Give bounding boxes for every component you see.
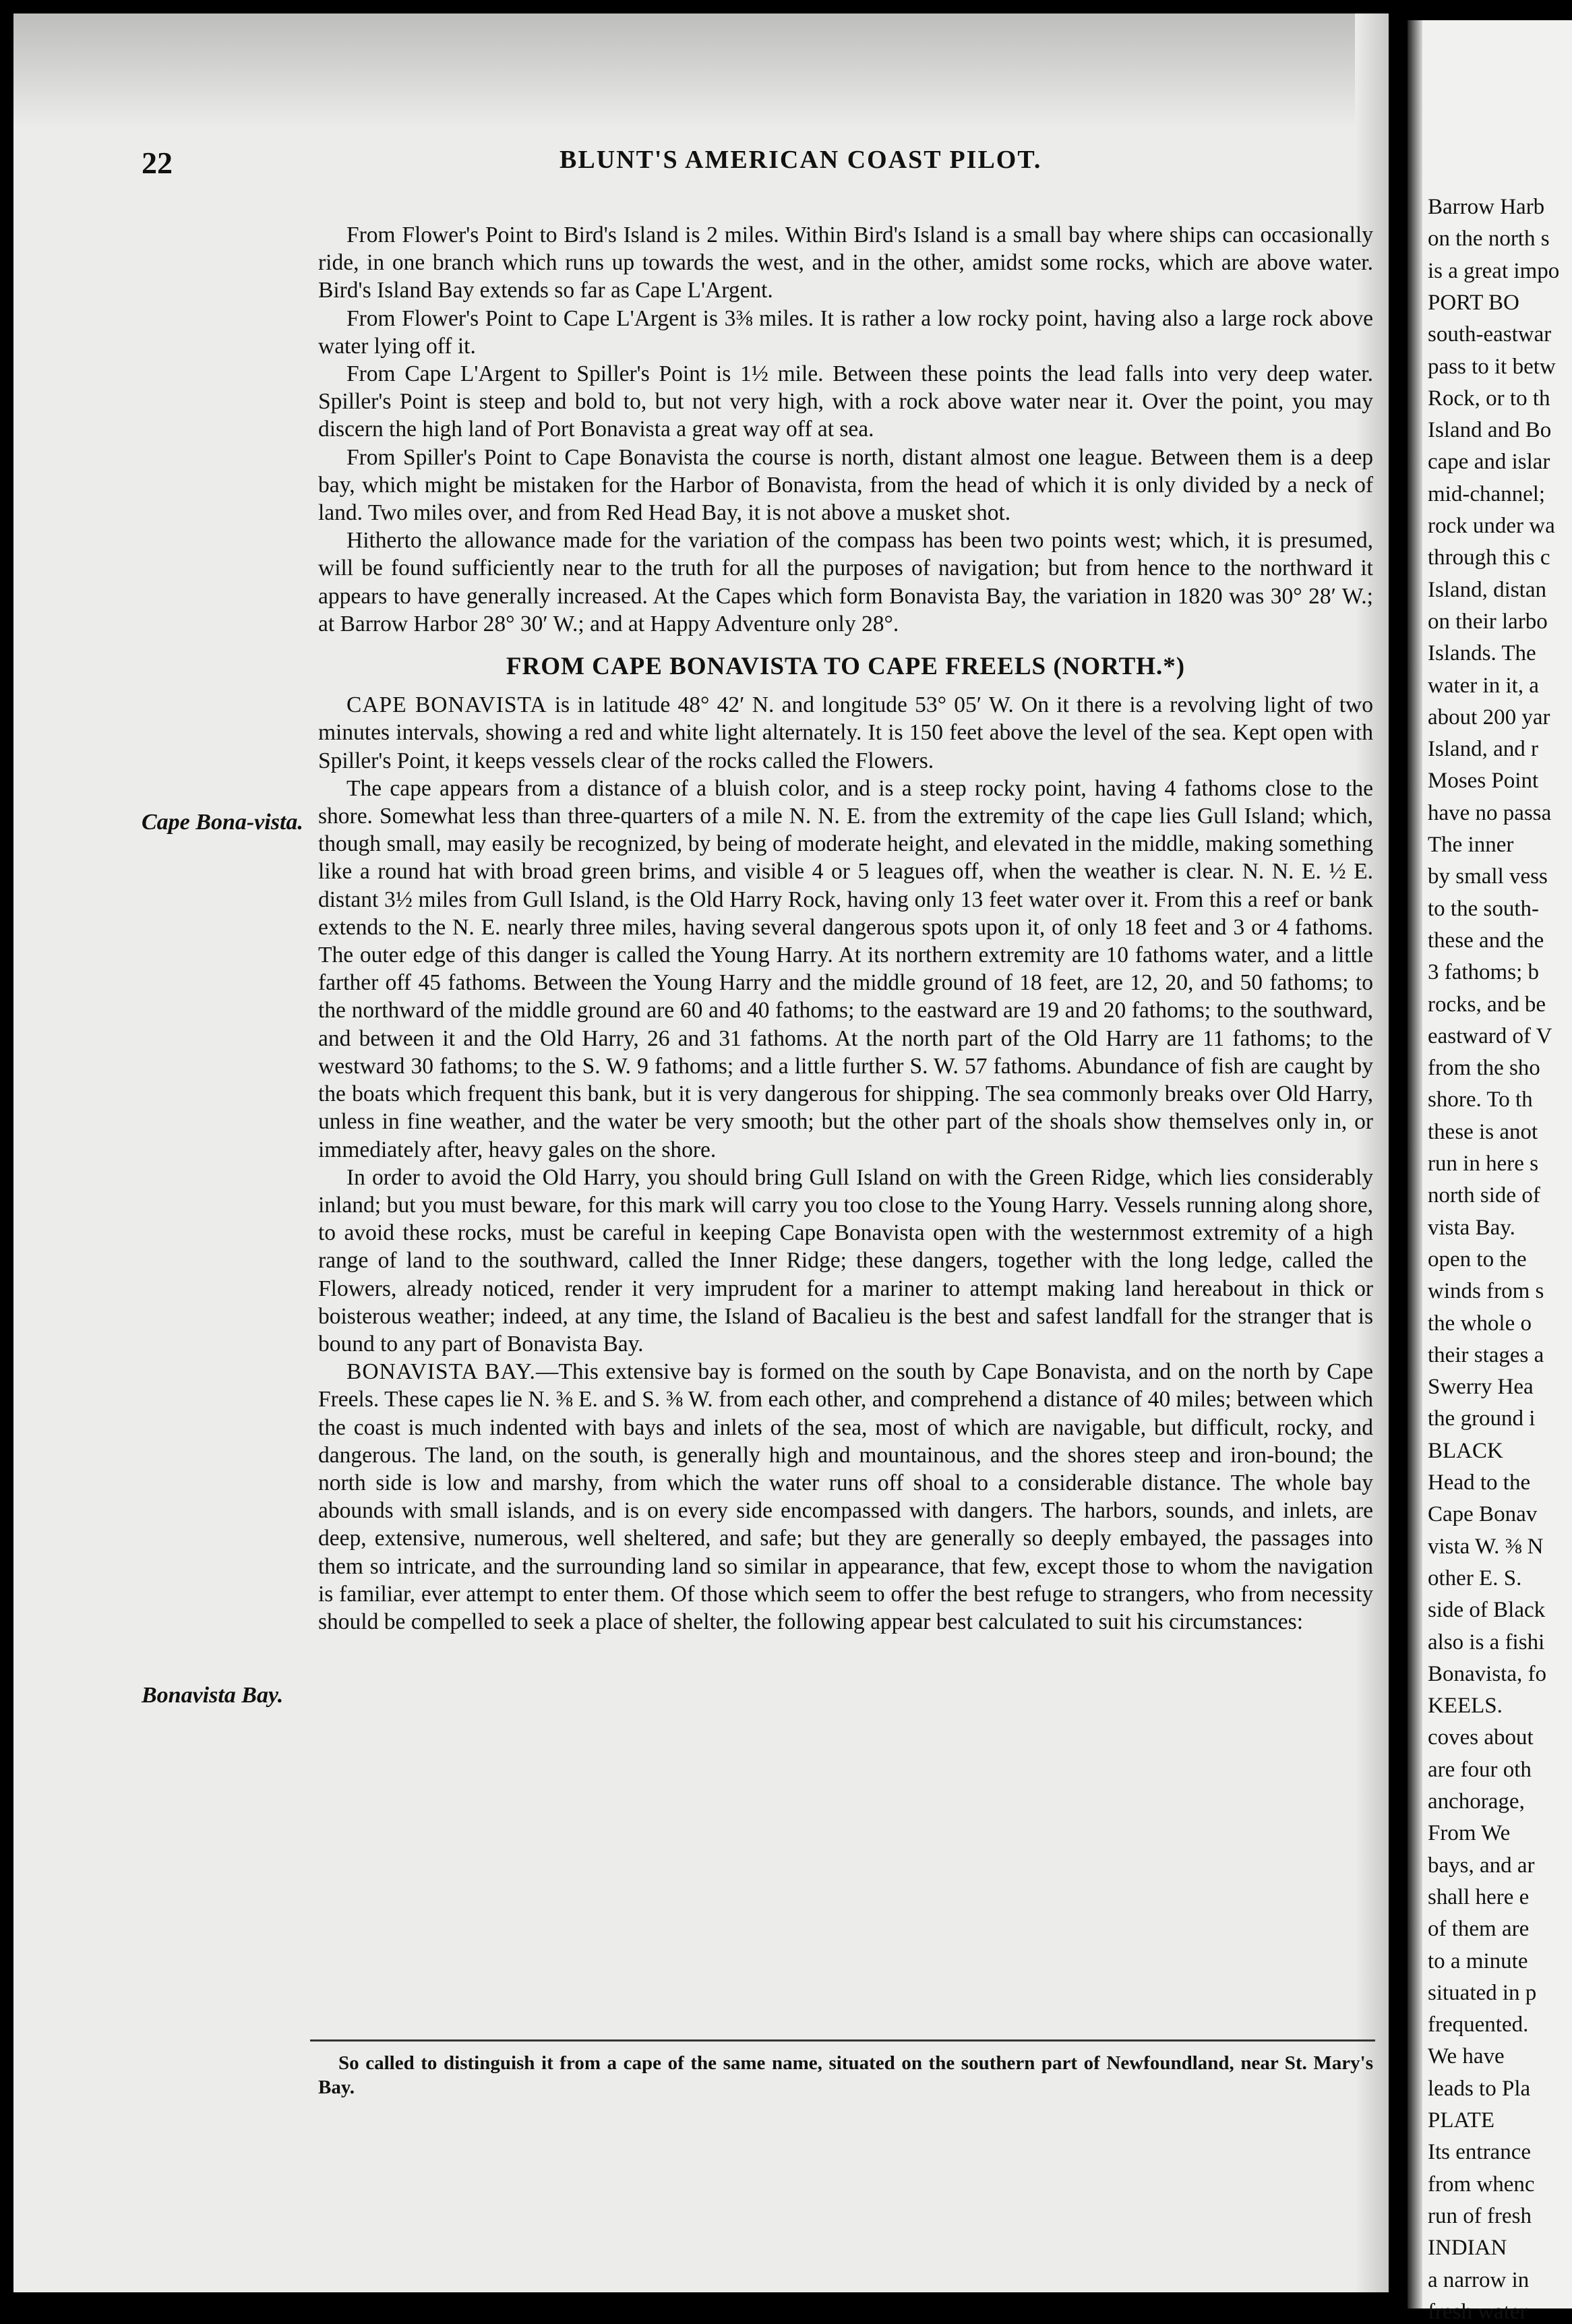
fragment-line: their stages a: [1428, 1342, 1544, 1367]
fragment-line: frequented.: [1428, 2013, 1529, 2037]
paragraph-lead: CAPE BONAVISTA: [346, 692, 547, 718]
fragment-line: also is a fishi: [1428, 1630, 1545, 1655]
fragment-line: the ground i: [1428, 1406, 1536, 1431]
fragment-line: the whole o: [1428, 1311, 1532, 1336]
paragraph: From Cape L'Argent to Spiller's Point is 1½ mile. Between these points the lead falls into very deep water. Spiller's Point is steep and bold to, but not very high, with a rock above water near it. Over the point, you may discern the high land of Port Bonavista a great way off at sea.: [318, 361, 1373, 442]
paragraph: From Flower's Point to Cape L'Argent is 3⅜ miles. It is rather a low rocky point, having also a large rock above water lying off it.: [318, 305, 1373, 359]
fragment-line: Island, distan: [1428, 577, 1546, 602]
fragment-line: Moses Point: [1428, 769, 1539, 794]
adjacent-page-fragment: [1408, 20, 1572, 2324]
fragment-line: Barrow Harb: [1428, 195, 1545, 219]
fragment-line: water in it, a: [1428, 673, 1539, 698]
paragraph: Hitherto the allowance made for the variation of the compass has been two points west; which, it is presumed, will be found sufficiently near to the truth for all the purposes of navigation; but from hence to the northward it appears to have generally increased. At the Capes which form Bonavista Bay, the variation in 1820 was 30° 28′ W.; at Barrow Harbor 28° 30′ W.; and at Happy Adventure only 28°.: [318, 528, 1373, 636]
margin-note-cape-bonavista: Cape Bona-vista.: [142, 810, 303, 835]
fragment-line: PORT BO: [1428, 290, 1519, 315]
left-page: [13, 13, 1389, 2292]
fragment-line: Island, and r: [1428, 737, 1539, 762]
fragment-line: leads to Pla: [1428, 2076, 1531, 2101]
paragraph: From Flower's Point to Bird's Island is 2 miles. Within Bird's Island is a small bay where ships can occasionally ride, in one branch which runs up towards the west, and in the other, amidst some rocks, which are above water. Bird's Island Bay extends so far as Cape L'Argent.: [318, 222, 1373, 303]
fragment-line: on the north s: [1428, 227, 1550, 251]
fragment-line: a narrow in: [1428, 2267, 1530, 2292]
fragment-line: to a minute: [1428, 1948, 1528, 1973]
fragment-line: of them are: [1428, 1917, 1530, 1942]
fragment-line: these and the: [1428, 928, 1544, 953]
footnote-text: So called to distinguish it from a cape of the same name, situated on the southern part of Newfoundland, near St. Mary's Bay.: [318, 2052, 1373, 2098]
fragment-line: Cape Bonav: [1428, 1502, 1538, 1527]
running-title: BLUNT'S AMERICAN COAST PILOT.: [560, 146, 1042, 174]
book-gutter: [1408, 20, 1422, 2308]
fragment-line: shall here e: [1428, 1884, 1530, 1909]
fragment-line: by small vess: [1428, 864, 1548, 889]
paragraph-bonavista-bay: [318, 1358, 1373, 1636]
fragment-line: open to the: [1428, 1247, 1527, 1272]
fragment-line: from whenc: [1428, 2172, 1535, 2197]
fragment-line: pass to it betw: [1428, 354, 1556, 379]
paragraph-text: —This extensive bay is formed on the south by Cape Bonavista, and on the north by Cape Freels. These capes lie N. ⅜ E. and S. ⅜ W. from each other, and comprehend a distance of 40 miles; between which the coast is much indented with bays and inlets of the sea, most of which are navigable, but difficult, rocky, and dangerous. The land, on the south, is generally high and mountainous, and the shores steep and iron-bound; the north side is low and marshy, from which the water runs off shoal to a considerable distance. The whole bay abounds with small islands, and is on every side encompassed with dangers. The harbors, sounds, and inlets, are deep, extensive, numerous, well sheltered, and safe; but they are generally so deeply embayed, the passages into them so intricate, and the surrounding land so similar in appearance, that few, except those to whom the navigation is familiar, ever attempt to enter them. Of those which seem to offer the best refuge to strangers, who from necessity should be compelled to seek a place of shelter, the following appear best calculated to suit his circumstances:: [318, 1359, 1373, 1634]
page-number: 22: [142, 146, 173, 180]
fragment-line: winds from s: [1428, 1279, 1544, 1304]
fragment-line: through this c: [1428, 545, 1550, 570]
footnote-rule: [310, 2039, 1375, 2042]
paragraph-lead: BONAVISTA BAY.: [346, 1359, 536, 1385]
margin-note-bonavista-bay: Bonavista Bay.: [142, 1683, 284, 1708]
fragment-line: anchorage,: [1428, 1789, 1525, 1814]
fragment-line: Island and Bo: [1428, 418, 1552, 443]
fragment-line: coves about: [1428, 1725, 1534, 1750]
fragment-line: north side of: [1428, 1183, 1540, 1208]
fragment-line: BLACK: [1428, 1438, 1503, 1463]
page-shadow: [13, 13, 1389, 128]
paragraph-cape-bonavista: [318, 691, 1373, 775]
fragment-line: PLATE: [1428, 2108, 1494, 2133]
fragment-line: run in here s: [1428, 1152, 1539, 1176]
fragment-line: 3 fathoms; b: [1428, 960, 1539, 985]
fragment-line: rock under wa: [1428, 514, 1555, 538]
fragment-line: is a great impo: [1428, 258, 1560, 283]
fragment-line: fresh water: [1428, 2299, 1528, 2324]
paragraph: From Spiller's Point to Cape Bonavista the course is north, distant almost one league. Between them is a deep bay, which might be mistaken for the Harbor of Bonavista, from the head of which it is only divided by a neck of land. Two miles over, and from Red Head Bay, it is not above a musket shot.: [318, 444, 1373, 526]
fragment-line: shore. To th: [1428, 1087, 1533, 1112]
fragment-line: to the south-: [1428, 896, 1539, 921]
fragment-line: situated in p: [1428, 1980, 1537, 2005]
main-text-column: [318, 221, 1373, 1636]
fragment-line: Islands. The: [1428, 641, 1536, 666]
fragment-line: vista Bay.: [1428, 1215, 1515, 1240]
fragment-line: south-eastwar: [1428, 322, 1552, 347]
fragment-line: are four oth: [1428, 1757, 1532, 1782]
fragment-line: on their larbo: [1428, 609, 1548, 634]
footnote: [318, 2051, 1373, 2099]
fragment-line: rocks, and be: [1428, 992, 1546, 1017]
fragment-line: KEELS.: [1428, 1694, 1503, 1719]
fragment-line: vista W. ⅜ N: [1428, 1534, 1544, 1559]
fragment-line: Bonavista, fo: [1428, 1661, 1546, 1686]
paragraph-text: is in latitude 48° 42′ N. and longitude 53° 05′ W. On it there is a revolving light of two minutes intervals, showing a red and white light alternately. It is 150 feet above the level of the sea. Kept open with Spiller's Point, it keeps vessels clear of the rocks called the Flowers.: [318, 692, 1373, 773]
fragment-line: INDIAN: [1428, 2236, 1507, 2261]
fragment-line: run of fresh: [1428, 2203, 1532, 2228]
fragment-line: The inner: [1428, 833, 1514, 857]
fragment-line: eastward of V: [1428, 1023, 1552, 1048]
page-header: [142, 145, 1375, 185]
fragment-line: bays, and ar: [1428, 1853, 1535, 1878]
paragraph: In order to avoid the Old Harry, you should bring Gull Island on with the Green Ridge, which lies considerably inland; but you must beware, for this mark will carry you too close to the Young Harry. Vessels running along shore, to avoid these rocks, must be careful in keeping Cape Bonavista open with the westernmost extremity of a high range of land to the southward, called the Inner Ridge; these dangers, together with the long ledge, called the Flowers, already noticed, render it very imprudent for a mariner to attempt making land hereabout in thick or boisterous weather; indeed, at any time, the Island of Bacalieu is the best and safest landfall for the stranger that is bound to any part of Bonavista Bay.: [318, 1164, 1373, 1357]
fragment-line: from the sho: [1428, 1056, 1540, 1081]
fragment-line: have no passa: [1428, 800, 1552, 825]
fragment-line: mid-channel;: [1428, 481, 1546, 506]
fragment-line: other E. S.: [1428, 1566, 1522, 1590]
fragment-line: Swerry Hea: [1428, 1375, 1534, 1400]
paragraph: The cape appears from a distance of a bluish color, and is a steep rocky point, having 4 fathoms close to the shore. Somewhat less than three-quarters of a mile N. N. E. from the extremity of the cape lies Gull Island; which, though small, may easily be recognized, by being of moderate height, and elevated in the middle, making something like a round hat with broad green brims, and visible 4 or 5 leagues off, when the weather is clear. N. N. E. ½ E. distant 3½ miles from Gull Island, is the Old Harry Rock, having only 13 feet water over it. From this a reef or bank extends to the N. E. nearly three miles, having several dangerous spots upon it, of only 18 feet and 3 or 4 fathoms. The outer edge of this danger is called the Young Harry. At its northern extremity are 10 fathoms water, and a little farther off 45 fathoms. Between the Young Harry and the middle ground of 18 feet, are 12, 20, and 50 fathoms; to the northward of the middle ground are 60 and 40 fathoms; to the eastward are 19 and 20 fathoms; to the southward, and between it and the Old Harry, 26 and 31 fathoms. At the north part of the Old Harry are 11 fathoms; to the westward 30 fathoms; to the S. W. 9 fathoms; and a little further S. W. 57 fathoms. Abundance of fish are caught by the boats which frequent this bank, but it is very dangerous for shipping. The sea commonly breaks over Old Harry, unless in fine weather, and the water be very smooth; but the other part of the shoals show themselves only in, or immediately after, heavy gales on the shore.: [318, 775, 1373, 1162]
fragment-line: From We: [1428, 1821, 1511, 1846]
fragment-line: We have: [1428, 2044, 1505, 2069]
fragment-line: Rock, or to th: [1428, 386, 1550, 411]
fragment-line: about 200 yar: [1428, 705, 1550, 729]
fragment-line: side of Black: [1428, 1598, 1546, 1623]
fragment-line: these is anot: [1428, 1119, 1538, 1144]
fragment-line: Head to the: [1428, 1470, 1531, 1495]
fragment-line: Its entrance: [1428, 2140, 1531, 2165]
fragment-line: cape and islar: [1428, 450, 1550, 475]
section-heading: FROM CAPE BONAVISTA TO CAPE FREELS (NORTH.*): [506, 653, 1186, 681]
